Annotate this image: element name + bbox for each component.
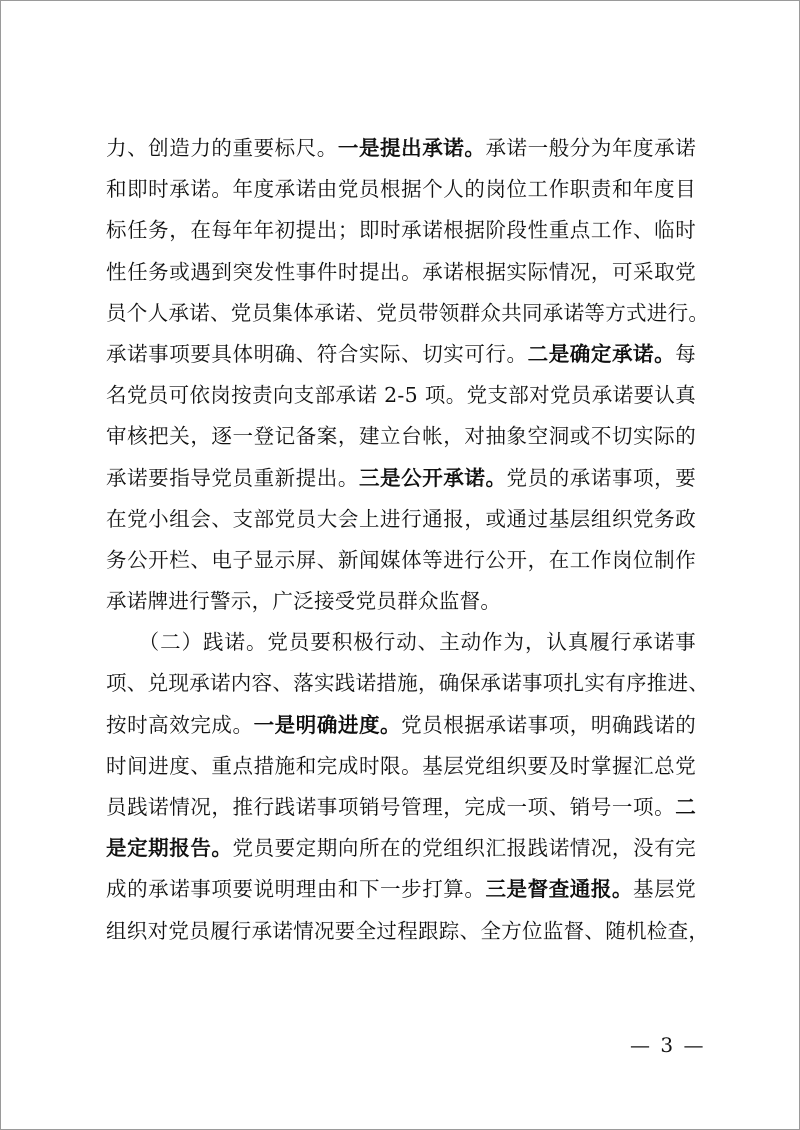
bold-heading-text: 是定期报告。 [106,836,233,861]
body-text: 承诺牌进行警示，广泛接受党员群众监督。 [106,589,502,614]
text-line [106,252,696,293]
text-line [106,705,696,746]
bold-heading-text: 三是督查通报。 [485,877,634,902]
text-line [106,416,696,457]
body-text: 和即时承诺。年度承诺由党员根据个人的岗位工作职责和年度目 [106,177,696,202]
body-text: 审核把关，逐一登记备案，建立台帐，对抽象空洞或不切实际的 [106,424,696,449]
text-line [106,293,710,334]
text-line [106,787,696,828]
text-line [106,210,696,251]
body-text: 承诺事项要具体明确、符合实际、切实可行。 [106,341,528,366]
bold-heading-text: 三是公开承诺。 [358,465,507,490]
text-line [106,458,696,499]
text-line [106,869,696,910]
text-line [106,911,710,952]
text-line [106,334,696,375]
body-text: 成的承诺事项要说明理由和下一步打算。 [106,877,486,902]
text-line [106,828,696,869]
text-line [106,499,696,540]
body-text: 项、兑现承诺内容、落实践诺措施，确保承诺事项扎实有序推进、 [106,671,710,696]
body-text: 性任务或遇到突发性事件时提出。承诺根据实际情况，可采取党 [106,259,696,284]
body-text: 务公开栏、电子显示屏、新闻媒体等进行公开，在工作岗位制作 [106,547,696,572]
text-line [106,581,696,622]
body-text: 名党员可依岗按责向支部承诺 2-5 项。党支部对党员承诺要认真 [106,383,696,408]
text-line [106,128,696,169]
body-text: 每 [675,341,697,366]
text-line [106,375,696,416]
body-text: 标任务，在每年年初提出；即时承诺根据阶段性重点工作、临时 [106,218,696,243]
body-text: 承诺要指导党员重新提出。 [106,465,359,490]
body-text: 在党小组会、支部党员大会上进行通报，或通过基层组织党务政 [106,506,696,531]
body-text: 员践诺情况，推行践诺事项销号管理，完成一项、销号一项。 [106,795,676,819]
body-text: 承诺一般分为年度承诺 [485,136,696,160]
text-line [106,622,696,663]
page-number: — 3 — [630,1033,706,1057]
text-line [106,169,696,210]
document-body [106,128,710,952]
body-text: 时间进度、重点措施和完成时限。基层党组织要及时掌握汇总党 [106,753,696,778]
text-line [106,663,710,704]
body-text: 党员的承诺事项，要 [506,465,696,490]
body-text: 按时高效完成。 [106,712,254,737]
bold-heading-text: 一是明确进度。 [253,712,402,737]
body-text: 力、创造力的重要标尺。 [106,136,338,160]
body-text: 党员根据承诺事项，明确践诺的 [401,712,697,737]
body-text: 党员要定期向所在的党组织汇报践诺情况，没有完 [232,836,696,861]
text-line [106,540,696,581]
body-text: （二）践诺。党员要积极行动、主动作为，认真履行承诺事 [106,630,696,655]
text-line [106,746,696,787]
body-text: 员个人承诺、党员集体承诺、党员带领群众共同承诺等方式进行。 [106,300,710,325]
bold-heading-text: 二是确定承诺。 [527,341,676,366]
body-text: 基层党 [633,877,696,902]
body-text: 组织对党员履行承诺情况要全过程跟踪、全方位监督、随机检查， [106,918,710,943]
bold-heading-text: 一是提出承诺。 [337,136,486,160]
bold-heading-text: 二 [675,795,696,819]
